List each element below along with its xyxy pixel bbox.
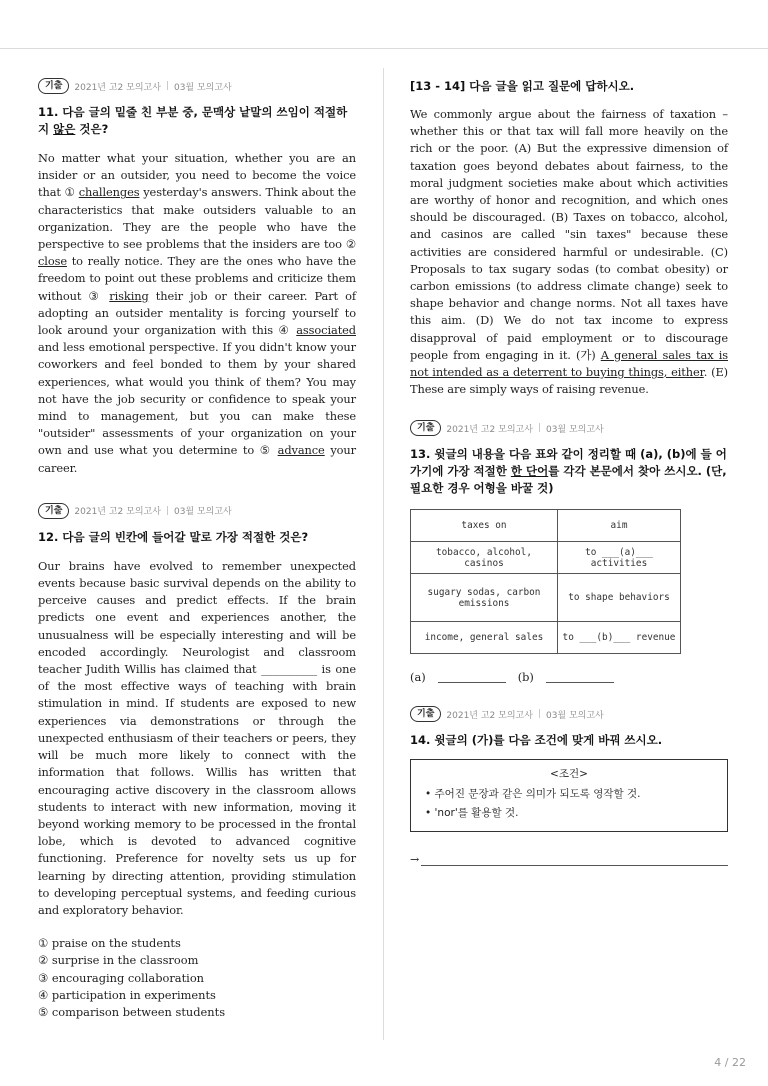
q13-year: 2021년 고2 모의고사 — [446, 424, 533, 435]
choice-1[interactable]: ① praise on the students — [38, 936, 181, 951]
table-header-cell: taxes on — [411, 510, 558, 542]
q14-answer-line — [410, 850, 728, 866]
q11-title-underline: 않은 — [53, 122, 76, 136]
q11-underline-5: advance — [277, 443, 325, 458]
q11-text-5: and less emotional perspective. If you didn't know your coworkers and feel bonded to them by your shared experiences, what would you think of them? You may not have the job security or confidence to speak your mind to management, but you can make these "outsider" assessments of your organization on your own and use what you determine to ⑤ — [38, 340, 356, 458]
q14-badge: 기출 — [410, 706, 441, 722]
q11-text-4: their job or their career. Part of adopting an outsider mentality is forcing yourself to look around your organization with this ④ — [38, 288, 356, 338]
table-cell: tobacco, alcohol, casinos — [411, 542, 558, 574]
q11-year: 2021년 고2 모의고사 — [74, 82, 161, 93]
q11-title-text: 11. 다음 글의 밑줄 친 부분 중, 문맥상 낱말의 쓰임이 적절하지 — [38, 105, 348, 136]
q11-text-1: No matter what your situation, whether you are an insider or an outsider, you need to become the voice that ① — [38, 151, 356, 200]
left-column — [38, 78, 356, 1021]
q14-title: 14. 윗글의 (가)를 다음 조건에 맞게 바꿔 쓰시오. — [410, 733, 663, 748]
choice-5[interactable]: ⑤ comparison between students — [38, 1004, 226, 1019]
q11-text-3: to really notice. They are the ones who have the freedom to point out these problems and criticize them without ③ — [38, 254, 356, 303]
q11-title — [38, 104, 356, 138]
choice-4[interactable]: ④ participation in experiments — [38, 987, 216, 1002]
table-row — [411, 574, 681, 622]
q11-passage — [38, 150, 356, 477]
condition-item: • 'nor'를 활용할 것. — [425, 807, 519, 820]
q11-title-end: 것은? — [75, 122, 109, 136]
meta-separator: | — [537, 423, 541, 434]
q12-meta — [38, 503, 356, 519]
table-cell: income, general sales — [411, 622, 558, 654]
q12-choices — [38, 935, 356, 1021]
q11-text-2: yesterday's answers. Think about the characteristics that make outsiders valuable to an organization. They are the people who have the perspective to see problems that the insiders are too ② — [38, 185, 356, 252]
q13-title-end: 를 각각 본문에서 찾아 쓰시오. (단, 필요한 경우 어형을 바꿀 것) — [410, 464, 727, 496]
q13-meta — [410, 420, 728, 436]
q12-passage — [38, 558, 356, 919]
q13-title-underline: 한 단어 — [510, 464, 549, 479]
section-text-1: We commonly argue about the fairness of taxation – whether this or that tax will fall more heavily on the rich or the poor. (A) But the expressive dimension of taxation goes beyond debates about fairness, to the moral judgment societies make about which activities are worthy of honor and recognition, and which ones should be discouraged. (B) Taxes on tobacco, alcohol, and casinos are called "sin taxes" because these activities are considered harmful or undesirable. (C) Proposals to tax sugary sodas (to combat obesity) or carbon emissions (to address climate change) seek to shape behavior and change norms. Not all taxes have this aim. (D) We do not tax income to express disapproval of paid employment or to discourage people from engaging in it. (가) — [410, 107, 728, 362]
q11-meta — [38, 78, 356, 94]
q13-title — [410, 446, 728, 497]
q14-answer-blank[interactable] — [421, 857, 728, 866]
meta-separator: | — [537, 709, 541, 720]
answer-a-blank[interactable] — [438, 672, 506, 683]
page-number: 4 / 22 — [714, 1056, 746, 1069]
condition-item: • 주어진 문장과 같은 의미가 되도록 영작할 것. — [425, 788, 641, 801]
q14-year: 2021년 고2 모의고사 — [446, 710, 533, 721]
q13-title-text: 13. 윗글의 내용을 다음 표와 같이 정리할 때 (a), (b)에 들 어가기에 가장 적절한 — [410, 447, 727, 479]
q12-month: 03월 모의고사 — [173, 507, 232, 518]
q11-underline-2: close — [38, 254, 67, 269]
q11-badge: 기출 — [38, 78, 69, 94]
summary-table — [410, 509, 681, 654]
q12-badge: 기출 — [38, 503, 69, 519]
q13-badge: 기출 — [410, 420, 441, 436]
condition-title: <조건> — [550, 768, 588, 781]
table-row — [411, 622, 681, 654]
q12-title: 12. 다음 글의 빈칸에 들어갈 말로 가장 적절한 것은? — [38, 529, 309, 544]
table-header-row — [411, 510, 681, 542]
q12-year: 2021년 고2 모의고사 — [74, 507, 161, 518]
table-cell: to ___(a)___ activities — [558, 542, 681, 574]
choice-3[interactable]: ③ encouraging collaboration — [38, 970, 205, 985]
answer-a-label: (a) — [410, 670, 426, 685]
section-heading: [13 - 14] 다음 글을 읽고 질문에 답하시오. — [410, 79, 635, 93]
q11-month: 03월 모의고사 — [173, 82, 232, 93]
section-passage — [410, 106, 728, 398]
choice-2[interactable]: ② surprise in the classroom — [38, 953, 199, 968]
q13-month: 03월 모의고사 — [545, 424, 604, 435]
q14-month: 03월 모의고사 — [545, 710, 604, 721]
answer-b-label: (b) — [517, 670, 534, 685]
q12-text-2: is one of the most effective ways of teaching with brain stimulation in mind. If students are exposed to new experiences via demonstrations or through the unexpected enthusiasm of their teachers or peers, they will be much more likely to connect with the information that follows. Willis has written that encouraging active discovery in the classroom allows students to interact with new information, moving it beyond working memory to be processed in the frontal lobe, which is devoted to advanced cognitive functioning. Preference for novelty sets us up for learning by directing attention, providing stimulation to developing perceptual systems, and feeding curious and exploratory behavior. — [38, 662, 356, 917]
table-cell: to ___(b)___ revenue — [558, 622, 681, 654]
q13-answer-line — [410, 668, 728, 686]
answer-b-blank[interactable] — [546, 672, 614, 683]
q11-underline-1: challenges — [78, 185, 140, 200]
table-cell: to shape behaviors — [558, 574, 681, 622]
column-divider — [383, 68, 384, 1040]
q12-text-1: Our brains have evolved to remember unexpected events because basic survival depends on the ability to perceive causes and predict effects. If the brain predicts one event and experiences another, the unusualness will be especially interesting and will be encoded accordingly. Neurologist and classroom teacher Judith Willis has claimed that — [38, 558, 356, 677]
table-row — [411, 542, 681, 574]
right-column — [410, 78, 728, 866]
q11-text-6: your career. — [38, 443, 356, 475]
meta-separator: | — [165, 505, 169, 516]
q14-meta — [410, 706, 728, 722]
table-cell: sugary sodas, carbon emissions — [411, 574, 558, 622]
arrow-icon: → — [410, 853, 420, 867]
condition-box — [410, 759, 728, 832]
meta-separator: | — [165, 81, 169, 91]
table-header-cell: aim — [558, 510, 681, 542]
section-underline: A general sales tax is not intended as a deterrent to buying things, either — [410, 347, 728, 380]
q12-blank: __________ — [261, 662, 318, 677]
header-rule — [0, 48, 768, 49]
q11-underline-3: risking — [109, 288, 149, 303]
section-text-2: . (E) These are simply ways of raising revenue. — [410, 365, 728, 397]
q11-underline-4: associated — [296, 323, 356, 338]
